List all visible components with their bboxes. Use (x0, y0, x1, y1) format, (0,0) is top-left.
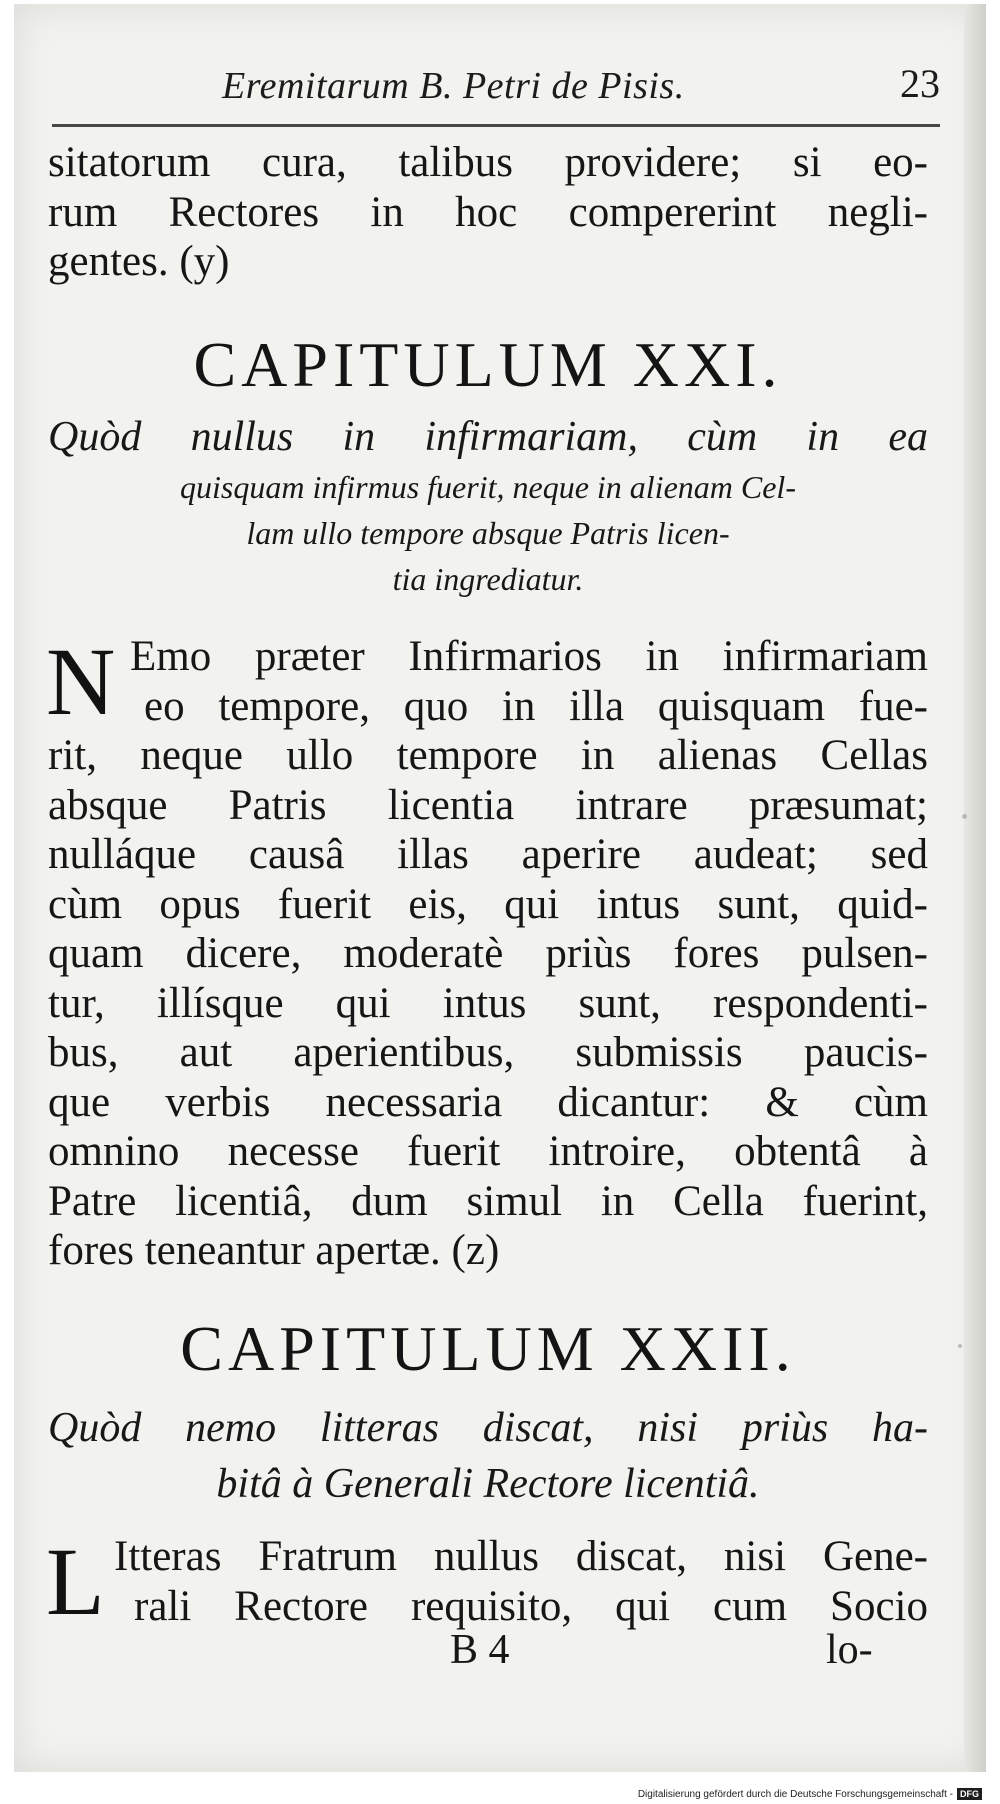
text-line: Patre licentiâ, dum simul in Cella fuerint, (48, 1177, 928, 1225)
chapter-title: CAPITULUM XXI. (193, 329, 783, 400)
text-line: bus, aut aperientibus, submissis paucis- (48, 1029, 928, 1076)
chapter-title: CAPITULUM XXII. (180, 1313, 796, 1384)
text-line: rit, neque ullo tempore in alienas Cellas (48, 732, 928, 779)
ink-spot (962, 814, 967, 819)
subtitle-line: tia ingrediatur. (392, 561, 584, 597)
text-line: absque Patris licentia intrare præsumat; (48, 781, 928, 829)
ink-spot (958, 1344, 962, 1348)
credit-text: Digitalisierung gefördert durch die Deutsche Forschungsgemeinschaft - (637, 1788, 953, 1800)
chapter-xxi-body (46, 628, 928, 1276)
page-gutter (964, 4, 986, 1772)
subtitle-line: lam ullo tempore absque Patris licen- (246, 515, 730, 551)
page-header (52, 54, 940, 107)
header-rule (52, 124, 940, 127)
text-line: rali Rectore requisito, qui cum Socio (134, 1582, 928, 1630)
text-line: que verbis necessaria dicantur: & cùm (48, 1078, 928, 1126)
text-line: tur, illísque qui intus sunt, respondenti- (48, 979, 928, 1027)
chapter-subtitle (48, 1400, 928, 1512)
text-line: omnino necesse fuerit introire, obtentâ à (48, 1128, 928, 1175)
dfg-logo: DFG (957, 1788, 982, 1800)
text-line: Itteras Fratrum nullus discat, nisi Gene- (114, 1533, 928, 1580)
drop-capital: N (46, 628, 116, 735)
text-line: quam dicere, moderatè priùs fores pulsen- (48, 930, 928, 977)
intro-paragraph (48, 138, 928, 287)
text-line: Emo præter Infirmarios in infirmariam (130, 633, 928, 680)
catchword: lo- (826, 1627, 873, 1673)
chapter-xxii-body (46, 1528, 928, 1635)
running-title: Eremitarum B. Petri de Pisis. (222, 65, 685, 107)
drop-capital: L (46, 1528, 105, 1635)
chapter-subtitle (48, 410, 928, 602)
digitization-credit (638, 1788, 982, 1800)
text-line: eo tempore, quo in illa quisquam fue- (144, 682, 928, 730)
signature-mark: B 4 (450, 1627, 510, 1673)
text-line: nulláque causâ illas aperire audeat; sed (48, 831, 928, 878)
text-line: fores teneantur apertæ. (z) (48, 1227, 500, 1274)
subtitle-line: bitâ à Generali Rectore licentiâ. (216, 1461, 760, 1507)
text-line: cùm opus fuerit eis, qui intus sunt, quid- (48, 880, 928, 928)
subtitle-line: Quòd nemo litteras discat, nisi priùs ha- (48, 1405, 928, 1451)
text-line: rum Rectores in hoc compererint negli- (48, 188, 928, 236)
page-number: 23 (900, 61, 940, 106)
text-line: sitatorum cura, talibus providere; si eo- (48, 139, 928, 186)
subtitle-line: quisquam infirmus fuerit, neque in alienam Cel- (180, 469, 796, 505)
subtitle-line: Quòd nullus in infirmariam, cùm in ea (48, 414, 928, 460)
text-line: gentes. (y) (48, 238, 230, 285)
